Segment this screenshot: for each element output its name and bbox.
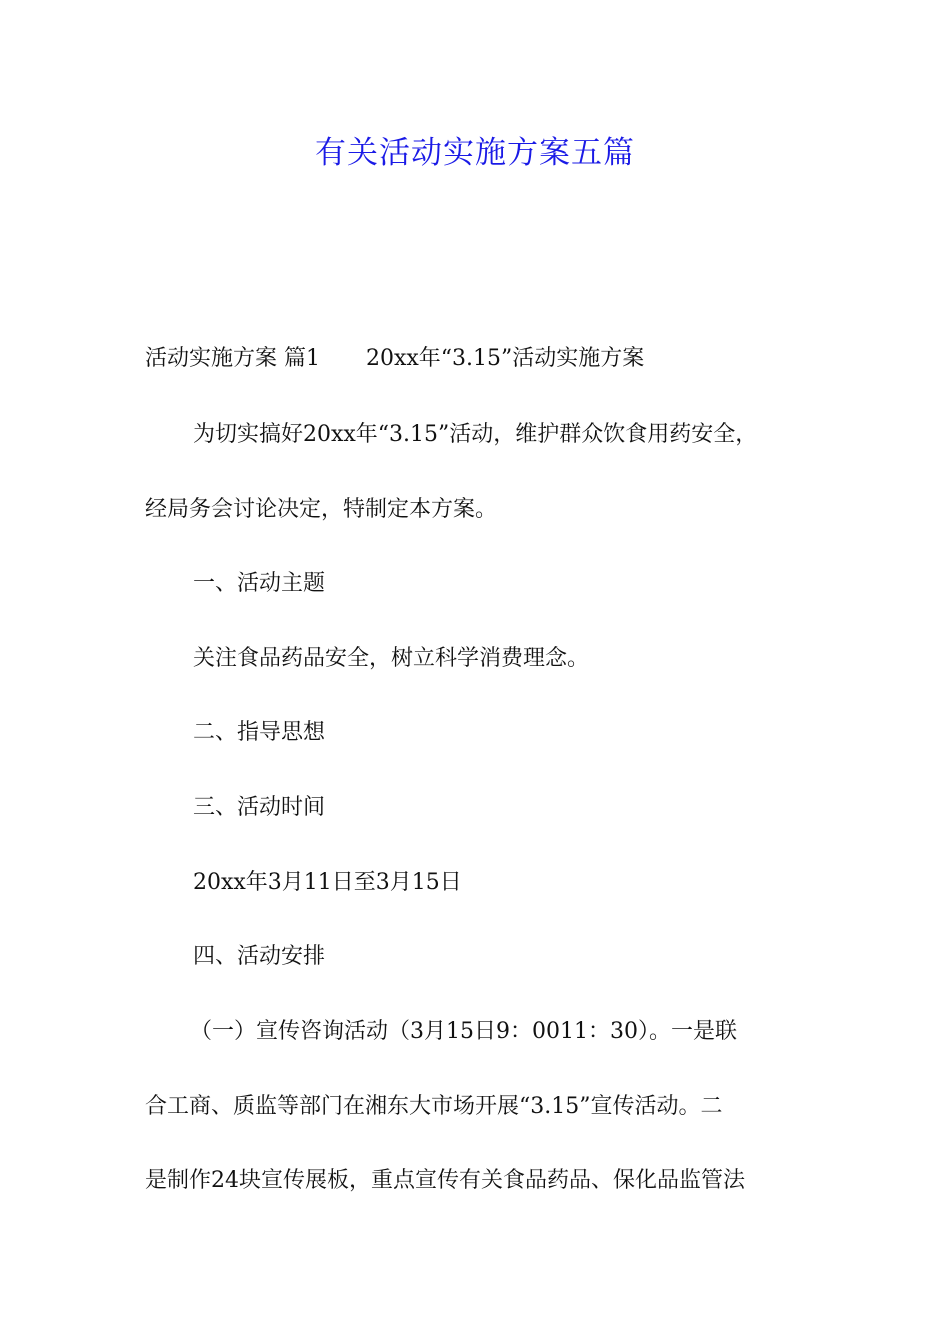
item-1-line-2: 合工商、质监等部门在湘东大市场开展“3.15”宣传活动。二 — [145, 1094, 723, 1119]
document-heading — [145, 344, 825, 374]
item-1-line-3: 是制作24块宣传展板，重点宣传有关食品药品、保化品监管法 — [145, 1168, 745, 1193]
section-4-title: 四、活动安排 — [193, 944, 326, 969]
section-2-title: 二、指导思想 — [193, 720, 326, 745]
intro-line-2: 经局务会讨论决定，特制定本方案。 — [145, 497, 498, 522]
section-1-body: 关注食品药品安全，树立科学消费理念。 — [193, 646, 590, 671]
section-3-body: 20xx年3月11日至3月15日 — [193, 870, 462, 895]
section-3-title: 三、活动时间 — [193, 795, 326, 820]
heading-left: 活动实施方案 篇1 — [145, 346, 320, 371]
intro-line-1: 为切实搞好20xx年“3.15”活动，维护群众饮食用药安全， — [193, 422, 758, 447]
heading-right: 20xx年“3.15”活动实施方案 — [366, 346, 645, 371]
item-1-line-1: （一）宣传咨询活动（3月15日9：0011：30）。一是联 — [190, 1019, 737, 1044]
section-1-title: 一、活动主题 — [193, 571, 326, 596]
document-title: 有关活动实施方案五篇 — [315, 135, 635, 171]
